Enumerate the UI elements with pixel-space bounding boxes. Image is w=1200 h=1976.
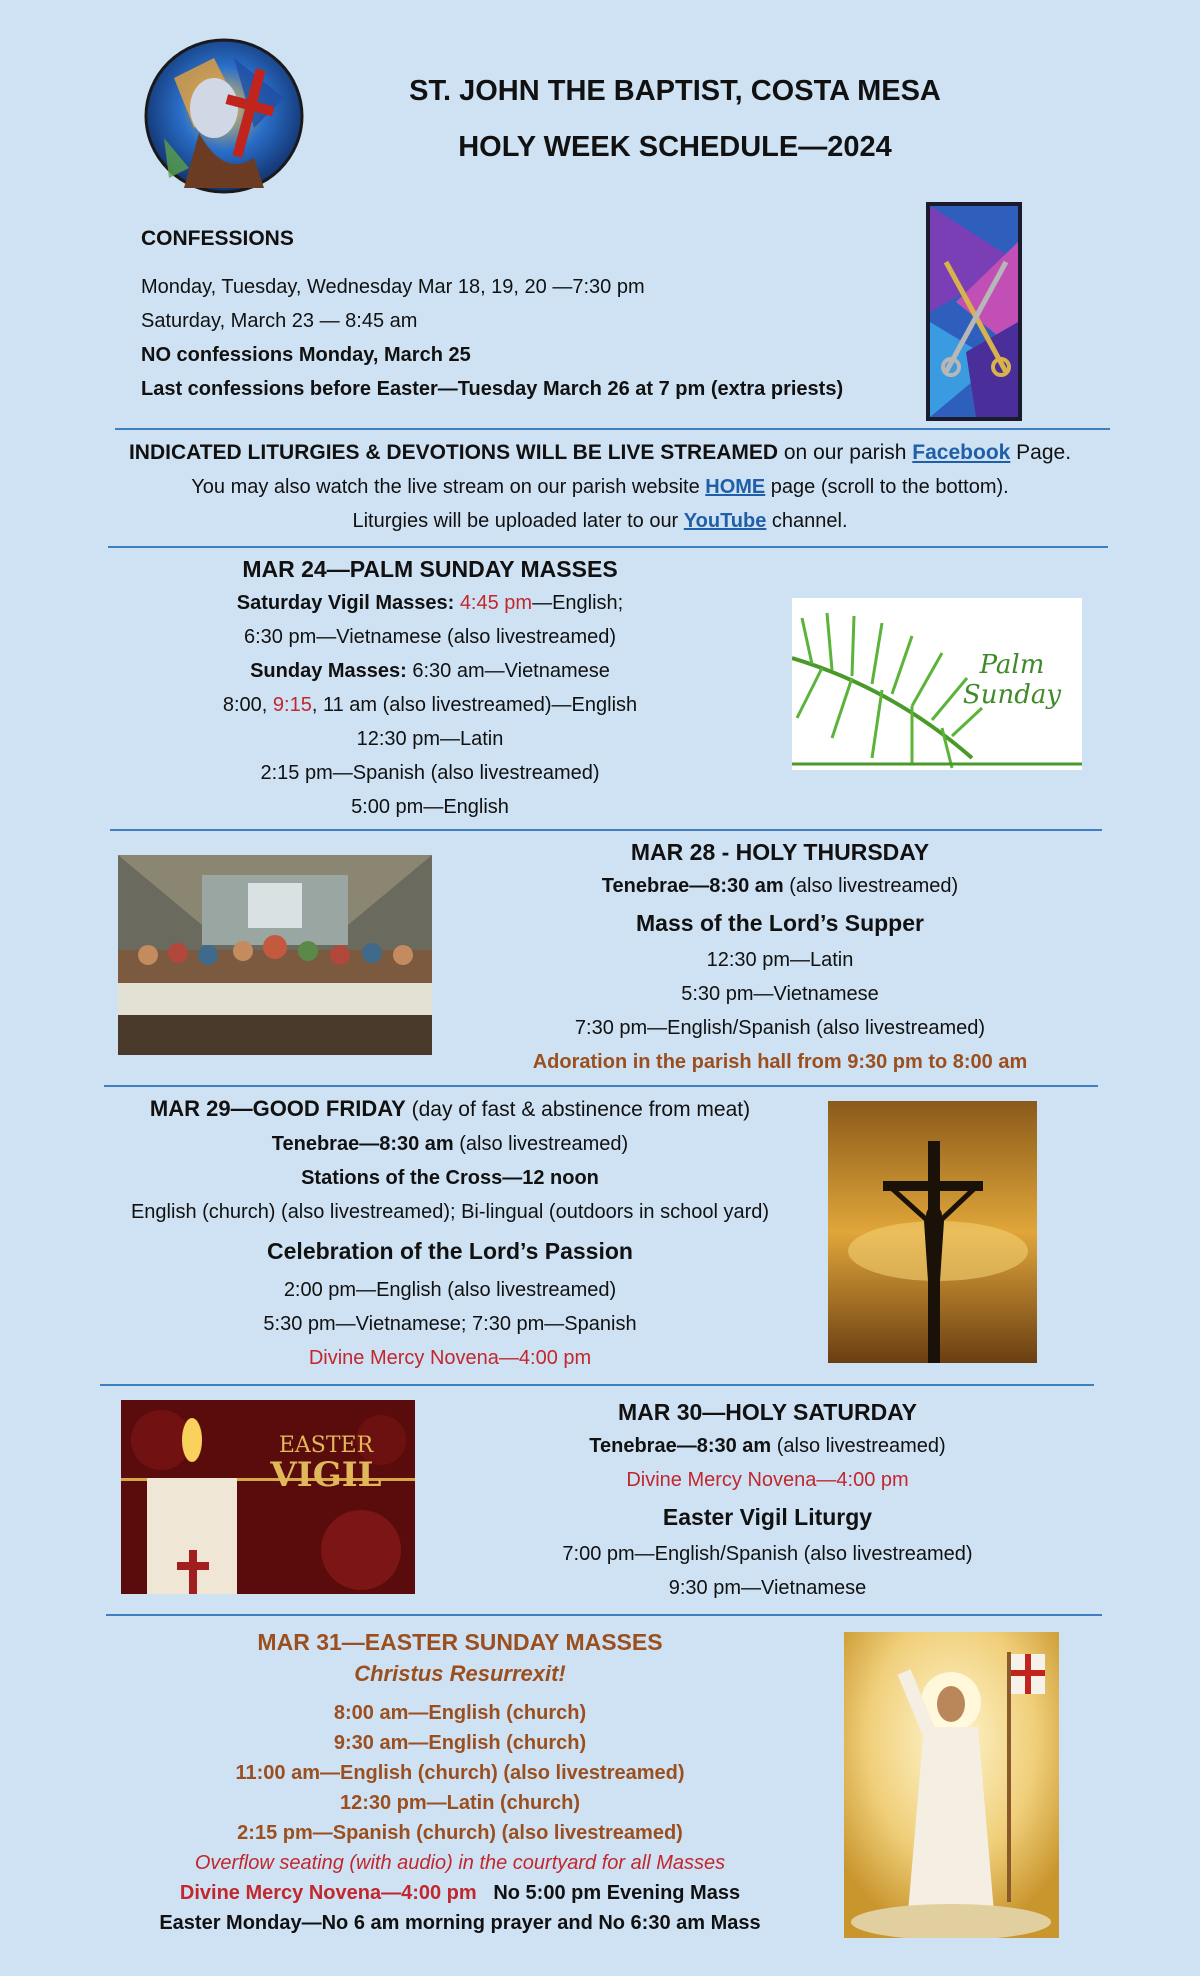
mass-time: 12:30 pm—Latin [706, 949, 854, 971]
divider [104, 1085, 1098, 1087]
divider [100, 1384, 1094, 1386]
tenebrae-time: Tenebrae—8:30 am [589, 1435, 772, 1457]
vigil-image-text: VIGIL [270, 1455, 382, 1495]
good-friday-note: (day of fast & abstinence from meat) [405, 1098, 751, 1121]
crucifix-image [828, 1101, 1037, 1363]
risen-christ-image [844, 1632, 1059, 1938]
mass-time: 5:30 pm—Vietnamese [681, 983, 879, 1005]
stained-glass-window-image [926, 202, 1022, 421]
divine-mercy-novena: Divine Mercy Novena—4:00 pm [626, 1469, 909, 1491]
mass-time: 9:30 am—English (church) [333, 1732, 587, 1754]
service-time: 9:30 pm—Vietnamese [668, 1577, 867, 1599]
good-friday-heading: MAR 29—GOOD FRIDAY [149, 1096, 406, 1121]
tenebrae-time: Tenebrae—8:30 am [271, 1133, 454, 1155]
palm-sunday-heading: MAR 24—PALM SUNDAY MASSES [242, 556, 618, 582]
mass-time: 2:15 pm—Spanish (also livestreamed) [260, 762, 600, 784]
livestream-notice: INDICATED LITURGIES & DEVOTIONS WILL BE LIVE STREAMED [128, 441, 779, 464]
service-time: 7:00 pm—English/Spanish (also livestreamed) [562, 1543, 973, 1565]
divider [115, 428, 1110, 430]
confessions-line: Last confessions before Easter—Tuesday March 26 at 7 pm (extra priests) [141, 378, 844, 400]
stations-heading: Stations of the Cross—12 noon [301, 1167, 599, 1189]
sunday-rest: 6:30 am—Vietnamese [412, 660, 610, 682]
holy-thursday-section [500, 835, 1060, 1079]
mass-time: 2:15 pm—Spanish (church) (also livestreamed) [237, 1822, 683, 1844]
livestream-text: You may also watch the live stream on our parish website [191, 476, 706, 498]
palm-image-text: Sunday [962, 680, 1062, 710]
livestream-text: Page. [1010, 441, 1072, 464]
vigil-time: 4:45 pm [459, 592, 533, 614]
mass-heading: Mass of the Lord’s Supper [636, 910, 924, 936]
palm-sunday-section [180, 552, 680, 824]
vigil-label: Saturday Vigil Masses: [236, 592, 455, 614]
holy-saturday-heading: MAR 30—HOLY SATURDAY [617, 1399, 918, 1425]
confessions-section [141, 222, 941, 406]
easter-subheading: Christus Resurrexit! [354, 1661, 566, 1686]
stained-glass-medallion [144, 38, 304, 194]
easter-sunday-section [110, 1626, 810, 1938]
vigil-image-text: EASTER [278, 1433, 374, 1458]
livestream-text: page (scroll to the bottom). [765, 476, 1009, 498]
mass-time: 12:30 pm—Latin [356, 728, 504, 750]
mass-time-highlight: 9:15 [272, 694, 312, 716]
livestream-text: Liturgies will be uploaded later to our [352, 510, 684, 532]
facebook-link[interactable]: Facebook [912, 441, 1011, 464]
home-link[interactable]: HOME [705, 476, 766, 498]
mass-time: 12:30 pm—Latin (church) [339, 1792, 581, 1814]
title-line-2: HOLY WEEK SCHEDULE—2024 [458, 131, 892, 163]
confessions-line: Saturday, March 23 — 8:45 am [141, 310, 418, 332]
confessions-heading: CONFESSIONS [141, 227, 294, 250]
adoration-note: Adoration in the parish hall from 9:30 pm to 8:00 am [532, 1051, 1028, 1073]
easter-sunday-heading: MAR 31—EASTER SUNDAY MASSES [257, 1629, 663, 1655]
overflow-note: Overflow seating (with audio) in the courtyard for all Masses [194, 1852, 726, 1874]
divine-mercy-novena: Divine Mercy Novena—4:00 pm [308, 1347, 592, 1369]
mass-time: 6:30 pm—Vietnamese (also livestreamed) [243, 626, 617, 648]
holy-saturday-section [490, 1395, 1045, 1605]
service-time: 2:00 pm—English (also livestreamed) [283, 1279, 617, 1301]
youtube-link[interactable]: YouTube [683, 510, 767, 532]
page-title [330, 70, 1020, 168]
confessions-line: NO confessions Monday, March 25 [141, 344, 471, 366]
good-friday-section [100, 1092, 800, 1375]
service-time: 5:30 pm—Vietnamese; 7:30 pm—Spanish [263, 1313, 637, 1335]
divider [110, 829, 1102, 831]
mass-time: , 11 am (also livestreamed)—English [311, 694, 638, 716]
divider [106, 1614, 1102, 1616]
no-evening-mass: No 5:00 pm Evening Mass [493, 1882, 741, 1904]
mass-time: 8:00 am—English (church) [333, 1702, 587, 1724]
last-supper-image [118, 855, 432, 1055]
title-line-1: ST. JOHN THE BAPTIST, COSTA MESA [409, 75, 941, 107]
mass-time: 5:00 pm—English [351, 796, 509, 818]
easter-monday-note: Easter Monday—No 6 am morning prayer and No 6:30 am Mass [159, 1912, 761, 1934]
tenebrae-note: (also livestreamed) [771, 1435, 946, 1457]
mass-time: 8:00, [222, 694, 273, 716]
divider [108, 546, 1108, 548]
confessions-line: Monday, Tuesday, Wednesday Mar 18, 19, 20 —7:30 pm [141, 276, 645, 298]
mass-time: 7:30 pm—English/Spanish (also livestreamed) [574, 1017, 986, 1039]
livestream-text: channel. [766, 510, 848, 532]
vigil-rest: —English; [532, 592, 624, 614]
divine-mercy-novena: Divine Mercy Novena—4:00 pm [179, 1882, 477, 1904]
stations-detail: English (church) (also livestreamed); Bi-lingual (outdoors in school yard) [130, 1201, 770, 1223]
vigil-heading: Easter Vigil Liturgy [662, 1504, 873, 1530]
holy-thursday-heading: MAR 28 - HOLY THURSDAY [630, 839, 930, 865]
palm-sunday-image [792, 598, 1082, 770]
mass-time: 11:00 am—English (church) (also livestreamed) [235, 1762, 685, 1784]
livestream-section [90, 436, 1110, 538]
easter-vigil-image [121, 1400, 415, 1594]
passion-heading: Celebration of the Lord’s Passion [267, 1238, 633, 1264]
tenebrae-note: (also livestreamed) [783, 875, 959, 897]
tenebrae-time: Tenebrae—8:30 am [601, 875, 784, 897]
sunday-label: Sunday Masses: [250, 660, 407, 682]
palm-image-text: Palm [979, 650, 1045, 680]
tenebrae-note: (also livestreamed) [453, 1133, 629, 1155]
livestream-text: on our parish [778, 441, 913, 464]
